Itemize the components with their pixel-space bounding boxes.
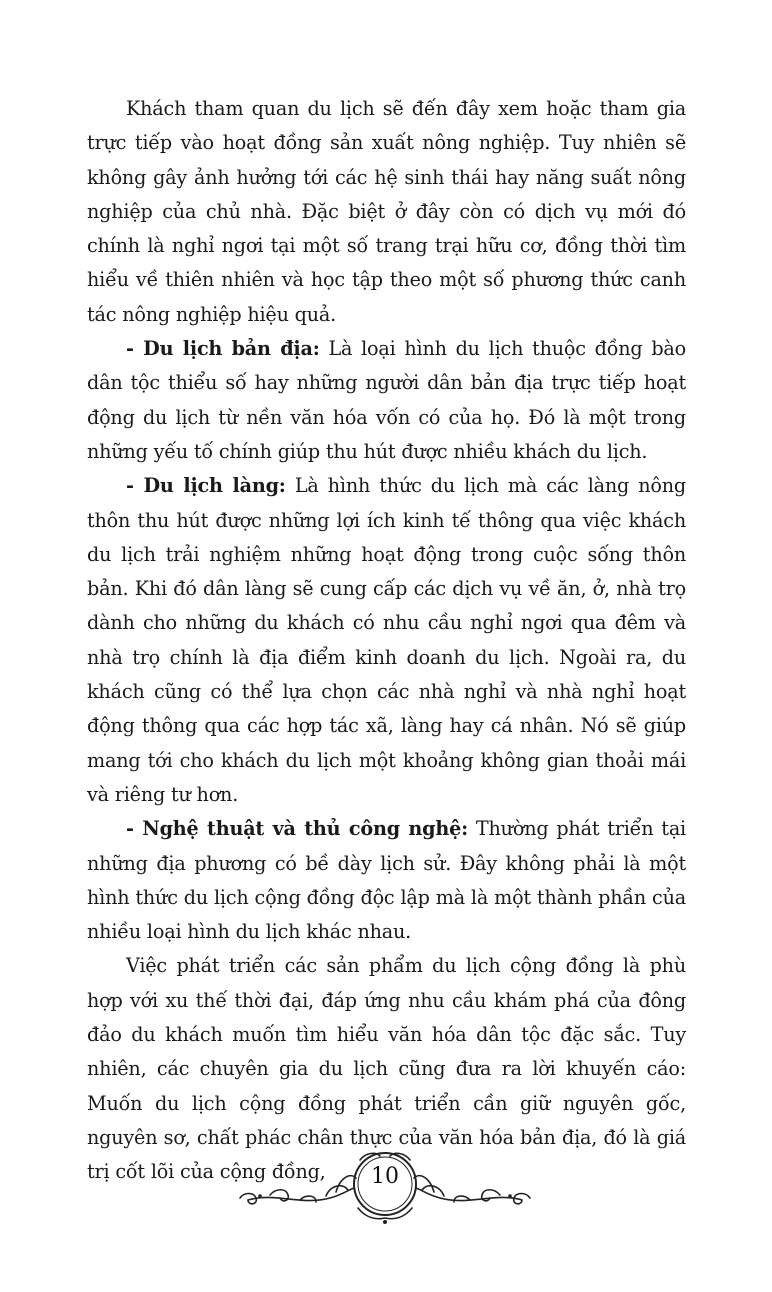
paragraph-village-tourism-text: Là hình thức du lịch mà các làng nông thôn thu hút được những lợi ích kinh tế thông qua việc khách du lịch trải nghiệm những hoạt động trong cuộc sống thôn bản. Khi đó dân làng sẽ cung cấp các dịch vụ về ăn, ở, nhà trọ dành cho những du khách có nhu cầu nghỉ ngơi qua đêm và nhà trọ chính là địa điểm kinh doanh du lịch. Ngoài ra, du khách cũng có thể lựa chọn các nhà nghỉ và nhà nghỉ hoạt động thông qua các hợp tác xã, làng hay cá nhân. Nó sẽ giúp mang tới cho khách du lịch một khoảng không gian thoải mái và riêng tư hơn.: [87, 474, 686, 806]
paragraph-village-tourism: [87, 469, 686, 812]
page-footer: [230, 1148, 540, 1228]
page-number: 10: [371, 1164, 399, 1189]
paragraph-intro: [87, 92, 686, 332]
term-village-tourism: - Du lịch làng:: [126, 474, 286, 498]
paragraph-indigenous-tourism: [87, 332, 686, 469]
paragraph-arts-crafts-text: Thường phát triển tại những địa phương có bề dày lịch sử. Đây không phải là một hình thức du lịch cộng đồng độc lập mà là một thành phần của nhiều loại hình du lịch khác nhau.: [87, 817, 686, 944]
paragraph-intro-text: Khách tham quan du lịch sẽ đến đây xem hoặc tham gia trực tiếp vào hoạt đồng sản xuất nông nghiệp. Tuy nhiên sẽ không gây ảnh hưởng tới các hệ sinh thái hay năng suất nông nghiệp của chủ nhà. Đặc biệt ở đây còn có dịch vụ mới đó chính là nghỉ ngơi tại một số trang trại hữu cơ, đồng thời tìm hiểu về thiên nhiên và học tập theo một số phương thức canh tác nông nghiệp hiệu quả.: [87, 97, 686, 326]
paragraph-indigenous-tourism-text: Là loại hình du lịch thuộc đồng bào dân tộc thiểu số hay những người dân bản địa trực tiếp hoạt động du lịch từ nền văn hóa vốn có của họ. Đó là một trong những yếu tố chính giúp thu hút được nhiều khách du lịch.: [87, 337, 686, 463]
term-indigenous-tourism: - Du lịch bản địa:: [126, 337, 320, 361]
paragraph-conclusion-text: Việc phát triển các sản phẩm du lịch cộng đồng là phù hợp với xu thế thời đại, đáp ứng nhu cầu khám phá của đông đảo du khách muốn tìm hiểu văn hóa dân tộc đặc sắc. Tuy nhiên, các chuyên gia du lịch cũng đưa ra lời khuyến cáo: Muốn du lịch cộng đồng phát triển cần giữ nguyên gốc, nguyên sơ, chất phác chân thực của văn hóa bản địa, đó là giá trị cốt lõi của cộng đồng,: [87, 954, 686, 1184]
term-arts-crafts: - Nghệ thuật và thủ công nghệ:: [126, 817, 469, 841]
page-body: [87, 92, 686, 1190]
paragraph-arts-crafts: [87, 812, 686, 949]
